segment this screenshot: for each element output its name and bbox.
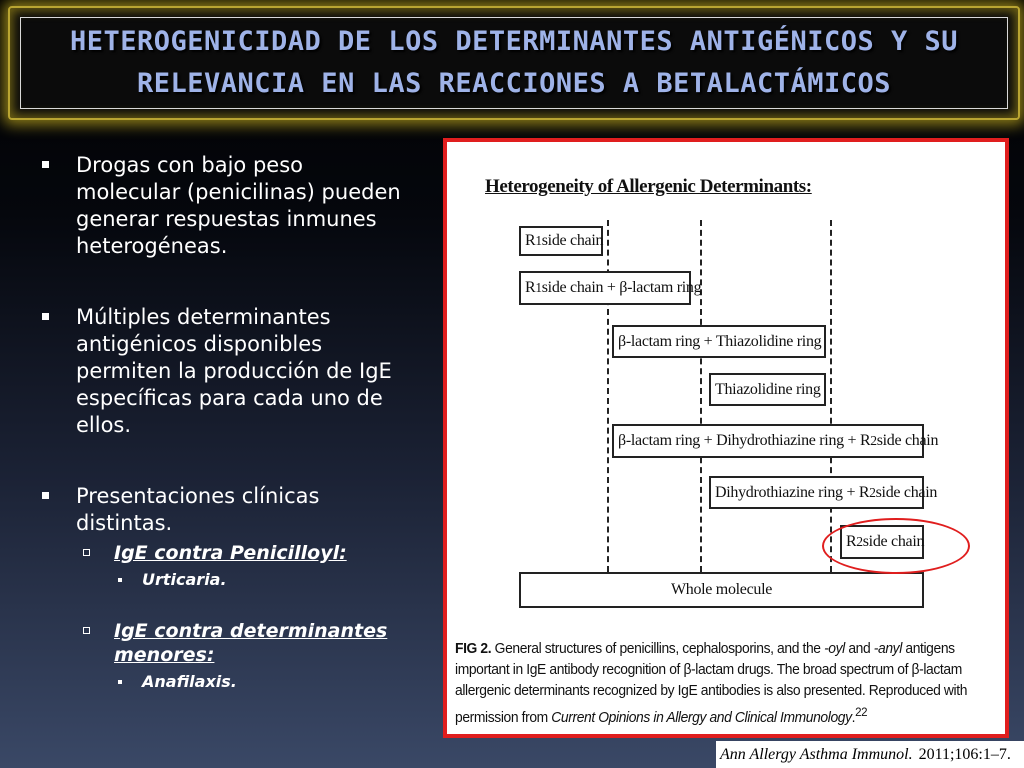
determinant-box-thiazolidine: Thiazolidine ring	[709, 373, 826, 406]
figure-panel	[443, 138, 1009, 738]
square-bullet-icon	[42, 492, 49, 499]
bullet-item	[38, 483, 408, 537]
citation-journal: Ann Allergy Asthma Immunol.	[720, 745, 913, 763]
figure-caption: FIG 2. General structures of penicillins, cephalosporins, and the -oyl and -anyl antigens important in IgE antibody recognition of β-lactam drugs. The broad spectrum of β-lactam allergenic determinants recognized by IgE antibodies is also presented. Reproduced with permission from Current Opinions in Allergy and Clinical Immunology.$^{22}$	[455, 641, 968, 726]
figure-title: Heterogeneity of Allergenic Determinants:	[485, 176, 812, 197]
slide-title-line-2: RELEVANCIA EN LAS REACCIONES A BETALACTÁMICOS	[137, 68, 891, 99]
detail-bullet-text: Urticaria.	[142, 570, 227, 589]
detail-bullet-item	[38, 565, 408, 595]
small-square-bullet-icon	[118, 578, 122, 582]
sub-bullet-text: IgE contra Penicilloyl:	[114, 542, 347, 564]
determinant-box-dihydrothiazine-r2: Dihydrothiazine ring + R 2 side chain	[709, 476, 924, 509]
sub-bullet-text: IgE contra determinantes menores:	[114, 620, 388, 666]
detail-bullet-text: Anafilaxis.	[142, 672, 237, 691]
determinant-box-lactam-dihydrothiazine-r2: β-lactam ring + Dihydrothiazine ring + R 2 side chain	[612, 424, 924, 458]
small-square-bullet-icon	[118, 680, 122, 684]
hollow-square-bullet-icon	[83, 549, 90, 556]
square-bullet-icon	[42, 313, 49, 320]
hollow-square-bullet-icon	[83, 627, 90, 634]
bullet-item	[38, 304, 408, 439]
sub-bullet-item	[38, 619, 408, 667]
title-inner-border	[20, 17, 1008, 109]
detail-bullet-item	[38, 667, 408, 697]
bullet-list	[38, 152, 408, 697]
highlight-circle	[822, 518, 970, 574]
bullet-item	[38, 152, 408, 260]
title-frame	[8, 6, 1020, 120]
dashed-divider	[830, 220, 832, 572]
slide-title-line-1: HETEROGENICIDAD DE LOS DETERMINANTES ANTIGÉNICOS Y SU	[69, 26, 959, 57]
square-bullet-icon	[42, 161, 49, 168]
citation	[716, 741, 1024, 768]
citation-details: 2011;106:1–7.	[918, 745, 1011, 763]
bullet-text: Presentaciones clínicas distintas.	[76, 484, 320, 535]
determinant-box-lactam-thiazolidine: β-lactam ring + Thiazolidine ring	[612, 325, 826, 358]
dashed-divider	[700, 220, 702, 572]
determinant-box-whole-molecule: Whole molecule	[519, 572, 924, 608]
determinant-box-r2-side-chain: R 2 side chain	[840, 525, 924, 559]
bullet-text: Drogas con bajo peso molecular (penicilinas) pueden generar respuestas inmunes heterogéneas.	[76, 153, 401, 258]
determinant-box-r1-side-chain: R 1 side chain	[519, 226, 603, 256]
bullet-text: Múltiples determinantes antigénicos disponibles permiten la producción de IgE específicas para cada uno de ellos.	[76, 305, 392, 437]
sub-bullet-item	[38, 541, 408, 565]
determinant-box-r1-lactam: R 1 side chain + β-lactam ring	[519, 271, 691, 305]
